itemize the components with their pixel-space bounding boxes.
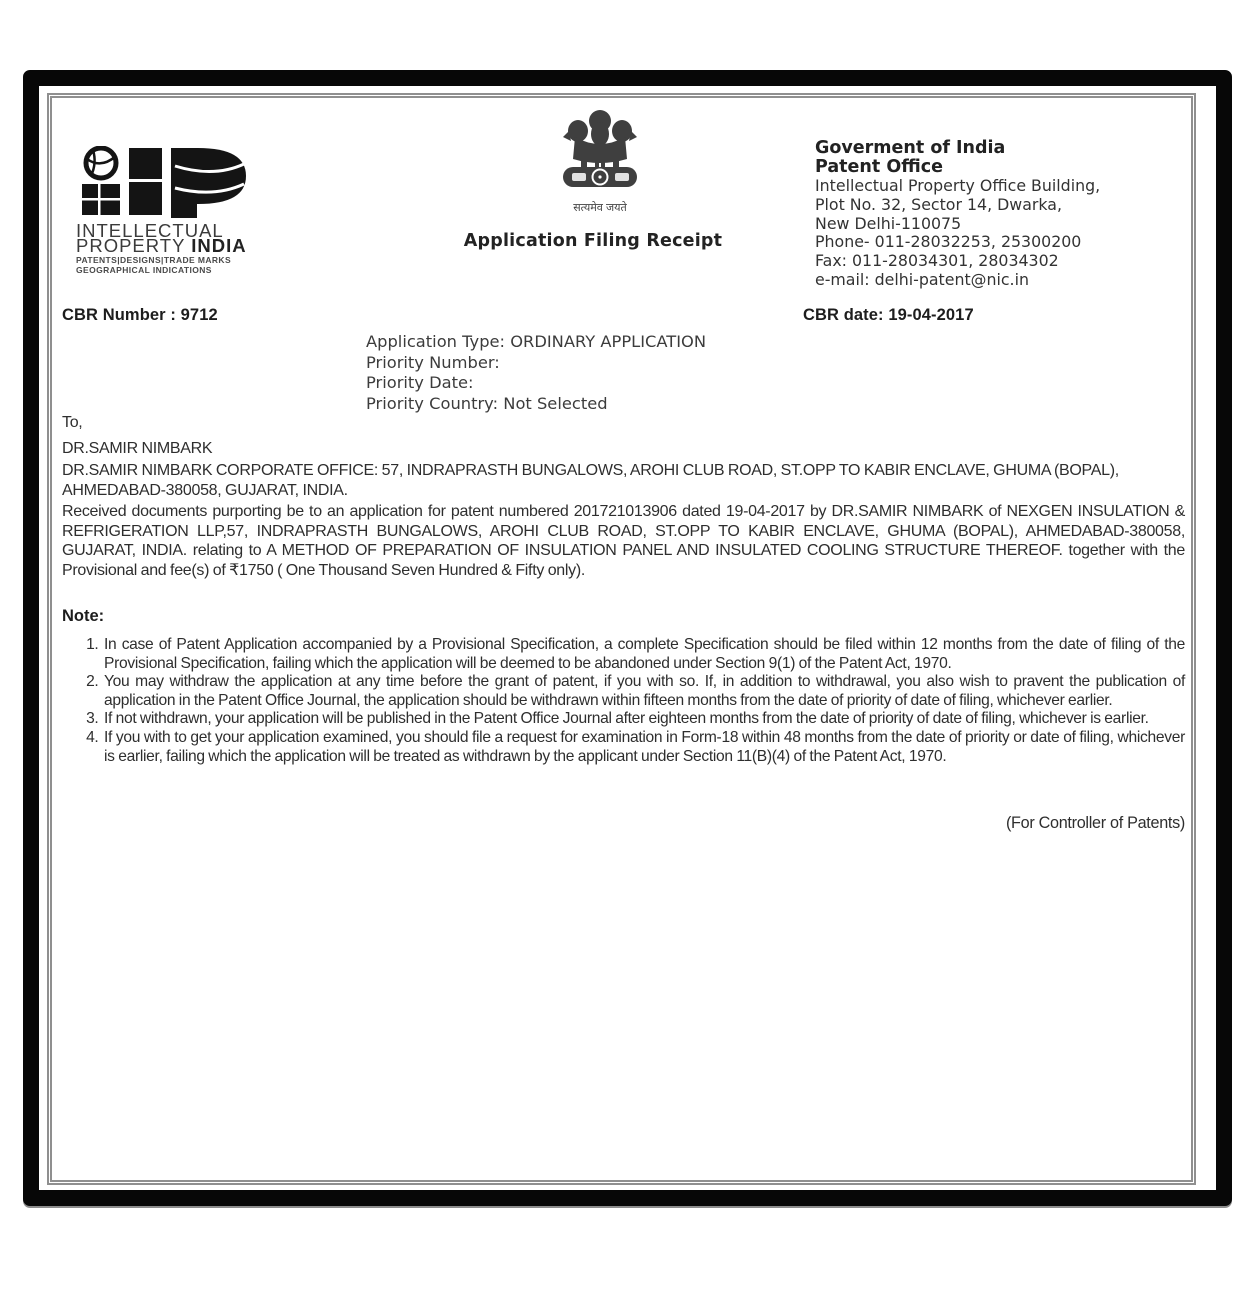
- logo-line2-bold: INDIA: [191, 235, 247, 256]
- cbr-number: CBR Number : 9712: [62, 306, 218, 324]
- logo-tagline1: PATENTS|DESIGNS|TRADE MARKS: [76, 255, 232, 265]
- note-label: Note:: [62, 607, 105, 625]
- ip-india-logo-icon: [76, 146, 248, 218]
- office-address-line: Plot No. 32, Sector 14, Dwarka,: [815, 194, 1062, 214]
- applicant-name: DR.SAMIR NIMBARK: [62, 440, 213, 457]
- priority-date: Priority Date:: [366, 373, 474, 393]
- logo-line2-normal: PROPERTY: [76, 235, 192, 256]
- office-fax-line: Fax: 011-28034301, 28034302: [815, 251, 1059, 271]
- emblem-caption: सत्यमेव जयते: [573, 202, 627, 214]
- logo-line2: [76, 235, 248, 256]
- receipt-body-paragraph: Received documents purporting be to an application for patent numbered 201721013906 dated 19-04-2017 by DR.SAMIR NIMBARK of NEXGEN INSULATION & REFRIGERATION LLP,57, INDRAPRASTH BUNGALOWS, AROHI CLUB ROAD, ST.OPP TO KABIR ENCLAVE, GHUMA (BOPAL), AHMEDABAD-380058, GUJARAT, INDIA. relating to A METHOD OF PREPARATION OF INSULATION PANEL AND INSULATED COOLING STRUCTURE THEREOF. together with the Provisional and fee(s) of ₹1750 ( One Thousand Seven Hundred & Fifty only).: [62, 503, 1185, 579]
- office-email-line: e-mail: delhi-patent@nic.in: [815, 269, 1029, 289]
- office-name-line: Patent Office: [815, 157, 943, 177]
- emblem-of-india-icon: [545, 107, 655, 195]
- logo-tagline2: GEOGRAPHICAL INDICATIONS: [76, 264, 212, 275]
- office-phone-line: Phone- 011-28032253, 25300200: [815, 232, 1082, 252]
- note-item: 4. If you with to get your application examined, you should file a request for examination in Form-18 within 48 months from the date of priority or date of filing, whichever is earlier, failing which the application will be treated as withdrawn by the applicant under Section 11(B)(4) of the Patent Act, 1970.: [102, 729, 1185, 766]
- application-type-block: [366, 332, 706, 414]
- application-type: Application Type: ORDINARY APPLICATION: [366, 332, 707, 351]
- office-govt-line: Goverment of India: [815, 138, 1006, 158]
- applicant-address: DR.SAMIR NIMBARK CORPORATE OFFICE: 57, INDRAPRASTH BUNGALOWS, AROHI CLUB ROAD, ST.OPP TO KABIR ENCLAVE, GHUMA (BOPAL), AHMEDABAD-380058, GUJARAT, INDIA.: [62, 462, 1119, 499]
- to-label: To,: [62, 414, 83, 431]
- logo-line1: INTELLECTUAL: [76, 220, 224, 241]
- patent-office-block: [815, 139, 1195, 290]
- note-list: [62, 636, 1185, 766]
- note-item: 3. If not withdrawn, your application will be published in the Patent Office Journal after eighteen months from the date of priority of date of filing, whichever is earlier.: [102, 710, 1185, 729]
- ip-india-logo: [76, 146, 248, 275]
- priority-country: Priority Country: Not Selected: [366, 393, 608, 413]
- priority-number: Priority Number:: [366, 352, 500, 372]
- page-title: Application Filing Receipt: [463, 231, 723, 251]
- emblem-of-india: [545, 107, 655, 215]
- office-address-line: New Delhi-110075: [815, 213, 962, 233]
- note-item: 2. You may withdraw the application at any time before the grant of patent, if you with so. If, in addition to withdrawal, you also wish to pravent the publication of application in the Patent Office Journal, the application should be withdrawn within fifteen months from the date of priority of date of filing, whichever earlier.: [102, 673, 1185, 710]
- note-item: 1. In case of Patent Application accompanied by a Provisional Specification, a complete Specification should be filed within 12 months from the date of filing of the Provisional Specification, failing which the application will be deemed to be abandoned under Section 9(1) of the Patent Act, 1970.: [102, 636, 1185, 673]
- office-address-line: Intellectual Property Office Building,: [815, 176, 1101, 195]
- controller-signoff: (For Controller of Patents): [1005, 814, 1185, 832]
- cbr-date: CBR date: 19-04-2017: [803, 306, 974, 324]
